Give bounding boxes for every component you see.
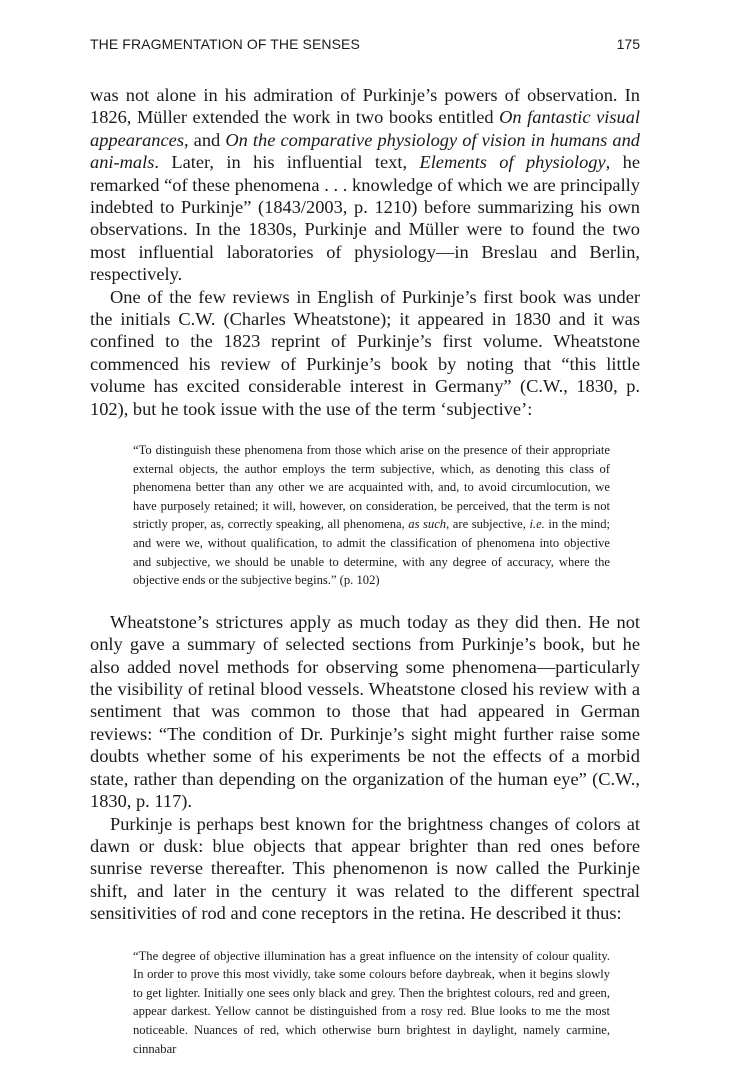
block-quote-1: “To distinguish these phenomena from those which arise on the presence of their appropriate external objects, the author employs the term subjective, which, as denoting this class of phenomena better than any other we are acquainted with, and, to avoid circumlocution, we have purposely retained; it will, however, on consideration, be perceived, that the term is not strictly proper, as, correctly speaking, all phenomena, as such, are subjective, i.e. in the mind; and were we, without qualification, to admit the classification of phenomena into objective and subjective, we should be unable to determine, with any degree of accuracy, where the objective ends or the subjective begins.” (p. 102) <box>133 443 610 588</box>
body-text <box>90 84 640 1079</box>
running-header <box>90 36 640 60</box>
block-quote-2: “The degree of objective illumination has a great influence on the intensity of colour quality. In order to prove this most vividly, take some colours before daybreak, when it begins slowly to get lighter. Initially one sees only black and grey. Then the brightest colours, red and green, appear darkest. Yellow cannot be distinguished from a rosy red. Blue looks to me the most noticeable. Nuances of red, which otherwise burn brightest in daylight, namely carmine, cinnabar <box>133 948 610 1056</box>
book-title-1: On fantastic visual appearances <box>90 107 640 150</box>
book-title-2: On the comparative physiology of vision in humans and ani-mals <box>90 129 640 173</box>
running-title: THE FRAGMENTATION OF THE SENSES <box>90 36 360 52</box>
paragraph-3: Wheatstone’s strictures apply as much today as they did then. He not only gave a summary of selected sections from Purkinje’s book, but he also added novel methods for observing some phenomena—particularly the visibility of retinal blood vessels. Wheatstone closed his review with a sentiment that was common to those that had appeared in German reviews: “The condition of Dr. Purkinje’s sight might further raise some doubts whether some of his experiments be not the effects of a morbid state, rather than depending on the organization of the human eye” (C.W., 1830, p. 117). <box>90 611 640 812</box>
paragraph-2: One of the few reviews in English of Purkinje’s first book was under the initials C.W. (Charles Wheatstone); it appeared in 1830 and it was confined to the 1823 reprint of Purkinje’s first volume. Wheatstone commenced his review of Purkinje’s book by noting that “this little volume has excited considerable interest in Germany” (C.W., 1830, p. 102), but he took issue with the use of the term ‘subjective’: <box>90 286 640 419</box>
book-title-3: Elements of physiology <box>419 152 606 173</box>
paragraph-4: Purkinje is perhaps best known for the brightness changes of colors at dawn or dusk: blue objects that appear brighter than red ones before sunrise reverse thereafter. This phenomenon is now called the Purkinje shift, and later in the century it was related to the different spectral sensitivities of rod and cone receptors in the retina. He described it thus: <box>90 813 640 924</box>
paragraph-1: was not alone in his admiration of Purkinje’s powers of observation. In 1826, Müller extended the work in two books entitled On fantastic visual appearances, and On the comparative physiology of vision in humans and ani-mals. Later, in his influential text, Elements of physiology, he remarked “of these phenomena . . . knowledge of which we are principally indebted to Purkinje” (1843/2003, p. 1210) before summarizing his own observations. In the 1830s, Purkinje and Müller were to found the two most influential laboratories of physiology—in Breslau and Berlin, respectively. <box>90 85 640 285</box>
page-number: 175 <box>616 36 640 52</box>
